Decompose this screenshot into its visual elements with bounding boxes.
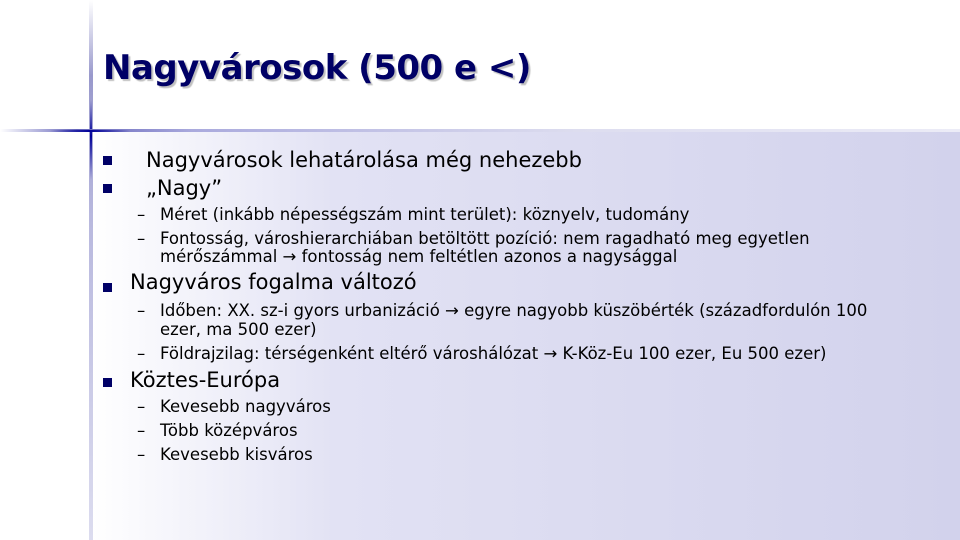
square-bullet-icon (103, 184, 112, 193)
sub-bullet-dash: – (137, 205, 146, 224)
horizontal-rule-accent (50, 130, 130, 132)
bullet-text: Nagyváros fogalma változó (130, 270, 417, 294)
sub-bullet-text: Időben: XX. sz-i gyors urbanizáció → egyre nagyobb küszöbérték (századfordulón 100 (160, 301, 868, 320)
sub-bullet-text: Több középváros (160, 421, 298, 440)
square-bullet-icon (103, 283, 112, 292)
sub-bullet-dash: – (137, 344, 146, 363)
bullet-text: Nagyvárosok lehatárolása még nehezebb (146, 148, 582, 172)
sub-bullet-text-cont: mérőszámmal → fontosság nem feltétlen azonos a nagysággal (160, 247, 678, 266)
sub-bullet-dash: – (137, 421, 146, 440)
slide-title: Nagyvárosok (500 e <) (103, 48, 531, 88)
sub-bullet-text: Fontosság, városhierarchiában betöltött pozíció: nem ragadható meg egyetlen (160, 229, 810, 248)
sub-bullet-text: Kevesebb nagyváros (160, 397, 331, 416)
sub-bullet-text: Kevesebb kisváros (160, 445, 313, 464)
vertical-rule-accent (90, 100, 92, 180)
sub-bullet-dash: – (137, 445, 146, 464)
bullet-text: Köztes-Európa (130, 368, 281, 392)
sub-bullet-text: Földrajzilag: térségenként eltérő városhálózat → K-Köz-Eu 100 ezer, Eu 500 ezer) (160, 344, 827, 363)
vertical-rule (89, 0, 93, 540)
bullet-text: „Nagy” (146, 176, 223, 200)
square-bullet-icon (103, 378, 112, 387)
sub-bullet-dash: – (137, 301, 146, 320)
sub-bullet-text: Méret (inkább népességszám mint terület): köznyelv, tudomány (160, 205, 690, 224)
sub-bullet-dash: – (137, 397, 146, 416)
horizontal-rule (0, 129, 960, 132)
square-bullet-icon (103, 156, 112, 165)
sub-bullet-dash: – (137, 229, 146, 248)
sub-bullet-text-cont: ezer, ma 500 ezer) (160, 320, 317, 339)
